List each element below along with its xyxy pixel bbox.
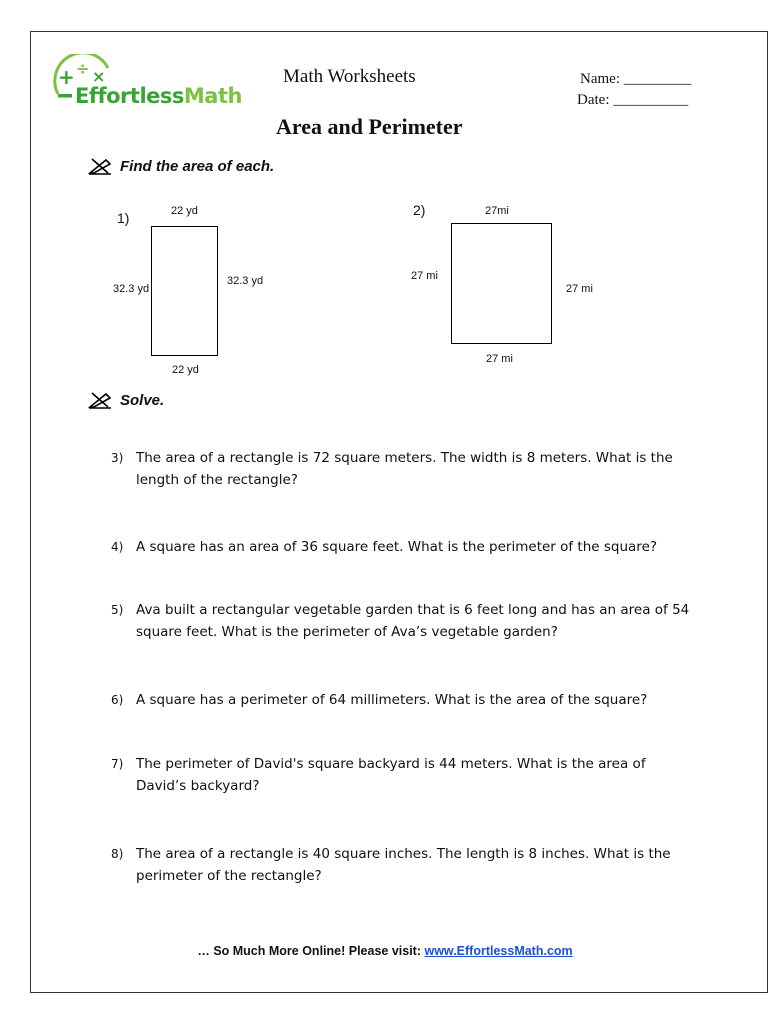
- figure-label-top: 22 yd: [171, 205, 198, 217]
- figure-label-bottom: 22 yd: [172, 364, 199, 376]
- footer: … So Much More Online! Please visit: www.EffortlessMath.com: [197, 944, 573, 958]
- figure-label-left: 27 mi: [411, 270, 438, 282]
- figure-label-bottom: 27 mi: [486, 353, 513, 365]
- section-heading-area: Find the area of each.: [88, 157, 274, 175]
- question-5: 5) Ava built a rectangular vegetable garden that is 6 feet long and has an area of 54 square feet. What is the perimeter of Ava’s vegetable garden?: [111, 602, 690, 640]
- figure-number: 1): [117, 210, 130, 226]
- question-7: 7) The perimeter of David's square backyard is 44 meters. What is the area of David’s backyard?: [111, 756, 646, 794]
- rectangle-figure: [151, 226, 218, 356]
- figure-label-right: 32.3 yd: [227, 275, 264, 287]
- question-6: 6) A square has a perimeter of 64 millimeters. What is the area of the square?: [111, 692, 648, 708]
- page-title: Area and Perimeter: [276, 114, 463, 139]
- worksheet-header-title: Math Worksheets: [283, 66, 416, 87]
- name-field: Name: _________: [580, 71, 692, 87]
- figure-label-left: 32.3 yd: [113, 283, 150, 295]
- figure-number: 2): [413, 202, 426, 218]
- svg-text:÷: ÷: [76, 59, 90, 78]
- pencil-icon: [88, 391, 112, 409]
- pencil-icon: [88, 157, 112, 175]
- website-link[interactable]: www.EffortlessMath.com: [424, 944, 573, 958]
- question-4: 4) A square has an area of 36 square feet. What is the perimeter of the square?: [111, 539, 658, 555]
- figure-label-top: 27mi: [485, 205, 509, 217]
- svg-text:×: ×: [92, 67, 106, 86]
- section-heading-solve: Solve.: [88, 391, 164, 409]
- figure-label-right: 27 mi: [566, 283, 593, 295]
- question-8: 8) The area of a rectangle is 40 square inches. The length is 8 inches. What is the perimeter of the rectangle?: [111, 846, 671, 884]
- question-3: 3) The area of a rectangle is 72 square meters. The width is 8 meters. What is the length of the rectangle?: [111, 450, 673, 488]
- svg-text:+: +: [58, 65, 75, 89]
- date-field: Date: __________: [577, 92, 689, 108]
- logo-wordmark: EffortlessMath: [75, 84, 242, 108]
- square-figure: [451, 223, 552, 344]
